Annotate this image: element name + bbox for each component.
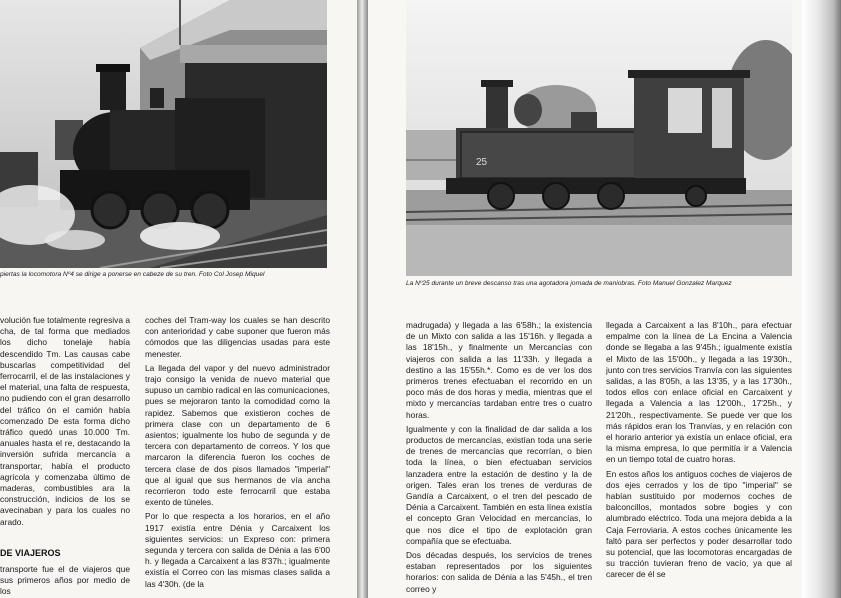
paragraph: llegada a Carcaixent a las 8'10h., para efectuar empalme con la línea de La Encina a Valencia donde se llegaba a las 9'45h.; igualmente existía el Mixto de las 15'00h., y llegada a las 19'30h., junto con tres servicios Tranvía con las siguientes salidas, a las 8'05h, a las 13'35, y a las 17'30h., todos ellos con enlace oficial en Carcaixent y llegada a Valencia a las 12'00h., 17'25h., y 21'20h., respectivamente. Se puede ver que los más rápidos eran los Tranvías, y en relación con el horario anterior ya existía un enlace oficial, era la misma empresa, lo que permitía ir a Valencia en un tiempo total de cuatro horas. <box>606 320 792 465</box>
paragraph: volución fue totalmente regresiva a cha, de tal forma que mediados los dicho tonelaje había descendido Tm. Las causas cabe buscarlas competitividad del ferrocarril, el de las instalaciones y el material, una falta de respuesta, no pudiendo con el gran desarrollo del tráfico ón el camión había comenzado De esta forma dicho tráfico quedó unas 10.000 Tm. anuales hasta el re, destacando la inversión sufrida mercancía a transportar, había el producto agrícola y comenzaba último de maderas, combustibles ara la construcción, indicios de los se avecinaban y para los cuales no arado. <box>0 315 130 527</box>
paragraph: madrugada) y llegada a las 6'58h.; la existencia de un Mixto con salida a las 15'16h. y llegada a las 18'15h., y finalmente un Mercancías con viajeros con salida a las 11'33h. y llegada a destino a las 15'55h.*. Como es de ver los dos primeros trenes efectuaban el recorrido en un poco más de dos horas y media, mientras que el mixto y mercancías tardaban entre tres o cuatro horas. <box>406 320 592 420</box>
locomotive-25-photo <box>406 0 792 276</box>
paragraph: Dos décadas después, los servicios de trenes estaban representados por los siguientes horarios: con salida de Dénia a las 5'45h., el tren correo y <box>406 550 592 594</box>
left-page <box>0 0 357 598</box>
left-column-1 <box>0 315 130 531</box>
paragraph: Igualmente y con la finalidad de dar salida a los productos de mercancías, existían toda una serie de trenes de mercancías que recorrían, o bien toda la línea, o bien efectuaban servicios lanzadera entre la estación de destino y la de origen. Tales eran los trenes de verduras de Gandía a Carcaixent, o el tren del pescado de Dénia a Carcaixent. También en esta línea existía el concepto Gran Velocidad en mercancías, lo que nos dice el tipo de explotación gran compañía que se efectuaba. <box>406 423 592 546</box>
locomotive-number: 25 <box>476 157 488 168</box>
left-photo-caption: piertas la locomotora Nº4 se dirige a ponerse en cabeze de su tren. Foto Col Josep Miquel <box>0 271 265 278</box>
paragraph: Por lo que respecta a los horarios, en el año 1917 existía entre Dénia y Carcaixent los siguientes servicios: un Expreso con: primera segunda y tercera con salida de Dénia a las 6'00 h. y llegada a Carcaixent a las 8'37h.; igualmente existía el Correo con las mismas clases salida a las 4'30h. (de la <box>145 511 330 589</box>
right-column-2 <box>606 320 792 584</box>
left-column-2 <box>145 315 330 593</box>
locomotive-4-photo <box>0 0 327 268</box>
page-edge <box>802 0 841 598</box>
right-photo-caption: La Nº25 durante un breve descanso tras una agotadora jornada de maniobras. Foto Manuel Gonzalez Marquez <box>406 280 732 287</box>
paragraph: transporte fue el de viajeros que sus primeros años por medio de los <box>0 564 130 597</box>
paragraph: coches del Tram-way los cuales se han descrito con anterioridad y cabe suponer que fueron más cómodos que las diligencias usadas para este menester. <box>145 315 330 359</box>
section-heading: DE VIAJEROS <box>0 548 61 558</box>
book-gutter <box>357 0 368 598</box>
right-column-1 <box>406 320 592 598</box>
left-column-1-continued <box>0 564 130 598</box>
paragraph: La llegada del vapor y del nuevo administrador trajo consigo la venida de nuevo material que supuso un cambio radical en las comunicaciones, pues se mejoraron tanto la comodidad como la rapidez. Sabemos que existieron coches de primera clase con un departamento de 6 asientos; igualmente los hubo de segunda y de tercera con departamento de correos. Y los que marcaron la diferencia fueron los coches de tercera clase de dos pisos llamados "imperial" que al igual que sus hermanos de vía ancha recorrieron todo este ferrocarril que estaba exento de túneles. <box>145 362 330 508</box>
paragraph: En estos años los antiguos coches de viajeros de dos ejes cerrados y los de tipo "imperial" se habían sustituido por modernos coches de balconcillos, montados sobre bogies y con alumbrado eléctrico. Toda una mejora debida a la Caja Ferroviaria. A estos coches únicamente les faltó para ser perfectos y poder desarrollar todo su potencial, que las locomotoras encargadas de su tracción tuvieran freno de vacío, ya que al carecer de él se <box>606 468 792 580</box>
right-page <box>368 0 802 598</box>
